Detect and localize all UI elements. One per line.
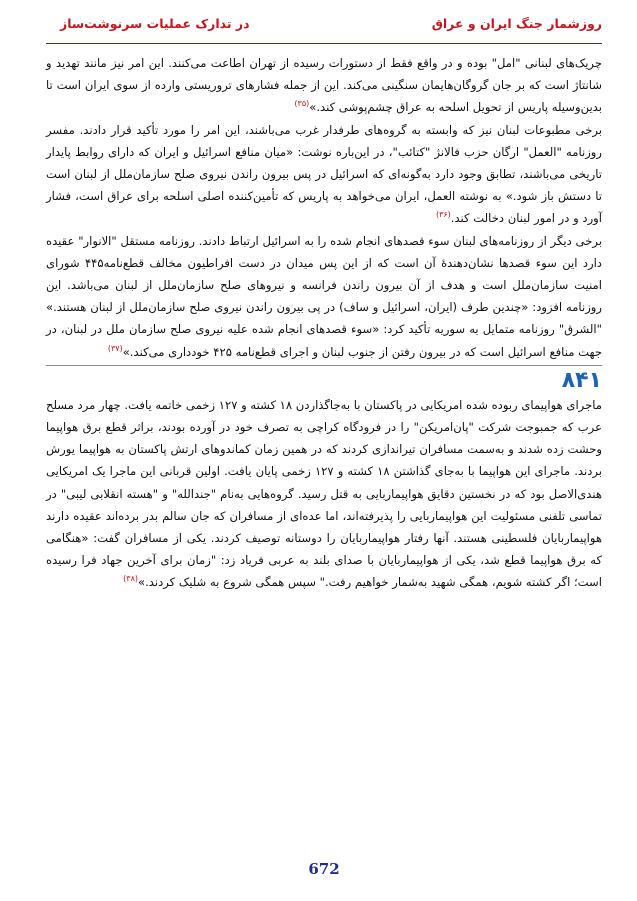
footnote-marker: (۳۸) bbox=[123, 574, 138, 584]
paragraph-text: برخی مطبوعات لبنان نیز که وابسته به گروه‌های طرفدار غرب می‌باشند، این امر را مورد تأکید قرار دادند. مفسر روزنامه "العمل" ارگان حزب فالانژ "کتائب"، در این‌باره نوشت: «میان منافع اسرائیل و ایران که دارای روابط پایدار تاریخی می‌باشند، تطابق وجود دارد به‌گونه‌ای که اسرائیل در پس بیرون راندن نیروی صلح سازمان‌ملل از لبنان است تا دستش باز شود.» به نوشته العمل، ایران می‌خواهد به پاریس که تأمین‌کننده اصلی اسلحه برای عراق است، فشار آورد و در امور لبنان دخالت کند. bbox=[46, 122, 602, 226]
paragraph-lebanese-press bbox=[46, 119, 602, 230]
book-title: روزشمار جنگ ایران و عراق bbox=[431, 16, 602, 31]
paragraph-amal bbox=[46, 52, 602, 119]
footnote-marker: (۳۷) bbox=[107, 343, 123, 353]
document-page bbox=[46, 0, 602, 901]
paragraph-other-newspapers bbox=[46, 230, 602, 366]
paragraph-text: چریک‌های لبنانی "امل" بوده و در واقع فقط از دستورات رسیده از تهران اطاعت می‌کنند. این امر نیز مانند تهدید و شانتاژ است که بر جان گروگان‌هایمان سنگینی می‌کند. این از جمله فشارهای تروریستی وارده از سوی ایران است تا بدین‌وسیله پاریس از تحویل اسلحه به عراق چشم‌پوشی کند.» bbox=[46, 56, 602, 115]
page-number: 672 bbox=[308, 860, 340, 878]
paragraph-text: ماجرای هواپیمای ربوده شده امریکایی در پاکستان با به‌جاگذاردن ۱۸ کشته و ۱۲۷ زخمی خاتمه یافت. چهار مرد مسلح عرب که جمبوجت شرکت "پان‌امریکن" را در فرودگاه کراچی به تصرف خود در آورده بودند، براثر قطع برق هواپیما وحشت زده شدند و به‌سمت مسافران تیراندازی کردند که در همین زمان کماندوهای ارتش پاکستان به هواپیما یورش بردند. ماجرای این هواپیما با به‌جای گذاشتن ۱۸ کشته و ۱۲۷ زخمی پایان یافت. اولین قربانی این ماجرا یک امریکایی هندی‌الاصل بود که در نخستین دقایق هواپیماربایی به قتل رسید. گروه‌هایی به‌نام "جندالله" و "هسته انقلابی لیبی" در تماسی تلفنی مسئولیت این هواپیماربایی را پذیرفته‌اند، اما عده‌ای از مسافران که جان سالم بدر برده‌اند عقیده دارند هواپیماربایان فلسطینی هستند. آنها رفتار هواپیماربایان را دوستانه توصیف کردند. یکی از مسافران گفت: «هنگامی که برق هواپیما قطع شد، یکی از هواپیماربایان با صدای بلند به عربی فریاد زد: "زمان برای آخرین جهاد فرا رسیده است؛ اگر کشته شویم، همگی شهید به‌شمار خواهیم رفت." سپس همگی شروع به شلیک کردند.» bbox=[45, 397, 602, 590]
chapter-title: در تدارک عملیات سرنوشت‌ساز bbox=[60, 16, 250, 31]
body-text bbox=[46, 52, 602, 594]
entry-number: ۸۴۱ bbox=[561, 367, 602, 393]
paragraph-hijacking bbox=[46, 394, 602, 594]
footnote-marker: (۳۶) bbox=[435, 210, 451, 220]
running-header bbox=[46, 16, 602, 36]
header-divider bbox=[46, 43, 602, 44]
paragraph-text: برخی دیگر از روزنامه‌های لبنان سوء قصدهای انجام شده را به اسرائیل ارتباط دادند. روزنامه مستقل "الانوار" عقیده دارد این سوء قصدها نشان‌دهندهٔ آن است که از این پس میدان در دست افراطیون مخالف قطع‌نامه۴۴۵ شورای امنیت سازمان‌ملل است و هدف از آن بیرون راندن فرانسه و نیروهای صلح سازمان‌ملل از لبنان می‌باشد. این روزنامه افزود: «چندین طرف (ایران، اسرائیل و ساف) در پی بیرون راندن نیروی صلح سازمان‌ملل از لبنان هستند.» "الشرق" روزنامه متمایل به سوریه تأکید کرد: «سوء قصدهای انجام شده علیه نیروی صلح سازمان ملل در لبنان، در جهت منافع اسرائیل است که در بیرون رفتن از جنوب لبنان و اجرای قطع‌نامه ۴۲۵ خودداری می‌کند.» bbox=[46, 233, 602, 359]
footnote-marker: (۳۵) bbox=[294, 99, 310, 109]
